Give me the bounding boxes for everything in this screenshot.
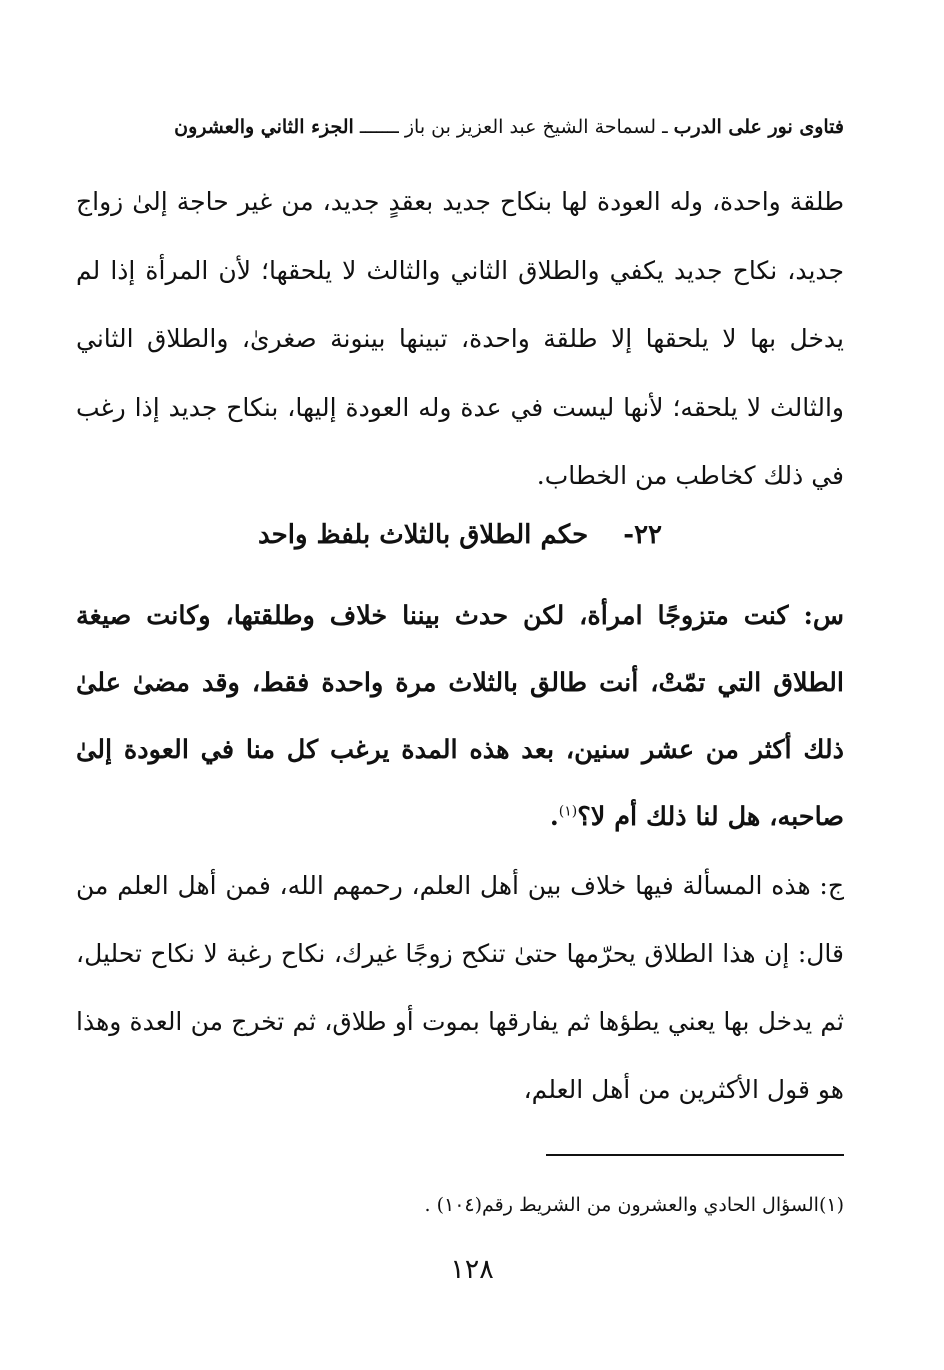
- header-volume: الجزء الثاني والعشرون: [174, 116, 354, 138]
- footnote: (١)السؤال الحادي والعشرون من الشريط رقم(١٠٤) .: [424, 1194, 844, 1216]
- section-number: ٢٢-: [623, 520, 662, 550]
- question-paragraph: [76, 583, 844, 851]
- header-book-title: فتاوى نور على الدرب: [673, 116, 844, 138]
- section-heading: [76, 515, 844, 555]
- running-header: [74, 112, 844, 142]
- page-number: ١٢٨: [450, 1254, 494, 1285]
- question-text: س: كنت متزوجًا امرأة، لكن حدث بيننا خلاف وطلقتها، وكانت صيغة الطلاق التي تمّتْ، أنت طالق بالثلاث مرة واحدة فقط، وقد مضىٰ علىٰ ذلك أكثر من عشر سنين، بعد هذه المدة يرغب كل منا في العودة إلىٰ صاحبه، هل لنا ذلك أم لا؟: [76, 601, 844, 832]
- footnote-reference[interactable]: (١): [558, 803, 578, 820]
- header-author: ـ لسماحة الشيخ عبد العزيز بن باز ـــــــ: [359, 116, 668, 138]
- question-end: .: [549, 802, 559, 832]
- footnote-divider: [546, 1154, 844, 1156]
- answer-paragraph: ج: هذه المسألة فيها خلاف بين أهل العلم، رحمهم الله، فمن أهل العلم من قال: إن هذا الطلاق يحرّمها حتىٰ تنكح زوجًا غيرك، نكاح رغبة لا نكاح تحليل، ثم يدخل بها يعني يطؤها ثم يفارقها بموت أو طلاق، ثم تخرج من العدة وهذا هو قول الأكثرين من أهل العلم،: [76, 871, 844, 1104]
- section-title: حكم الطلاق بالثلاث بلفظ واحد: [258, 520, 589, 550]
- body-paragraph: طلقة واحدة، وله العودة لها بنكاح جديد بعقدٍ جديد، من غير حاجة إلىٰ زواج جديد، نكاح جديد يكفي والطلاق الثاني والثالث لا يلحقها؛ لأن المرأة إذا لم يدخل بها لا يلحقها إلا طلقة واحدة، تبينها بينونة صغرىٰ، والطلاق الثاني والثالث لا يلحقه؛ لأنها ليست في عدة وله العودة إليها، بنكاح جديد إذا رغب في ذلك كخاطب من الخطاب.: [76, 187, 844, 490]
